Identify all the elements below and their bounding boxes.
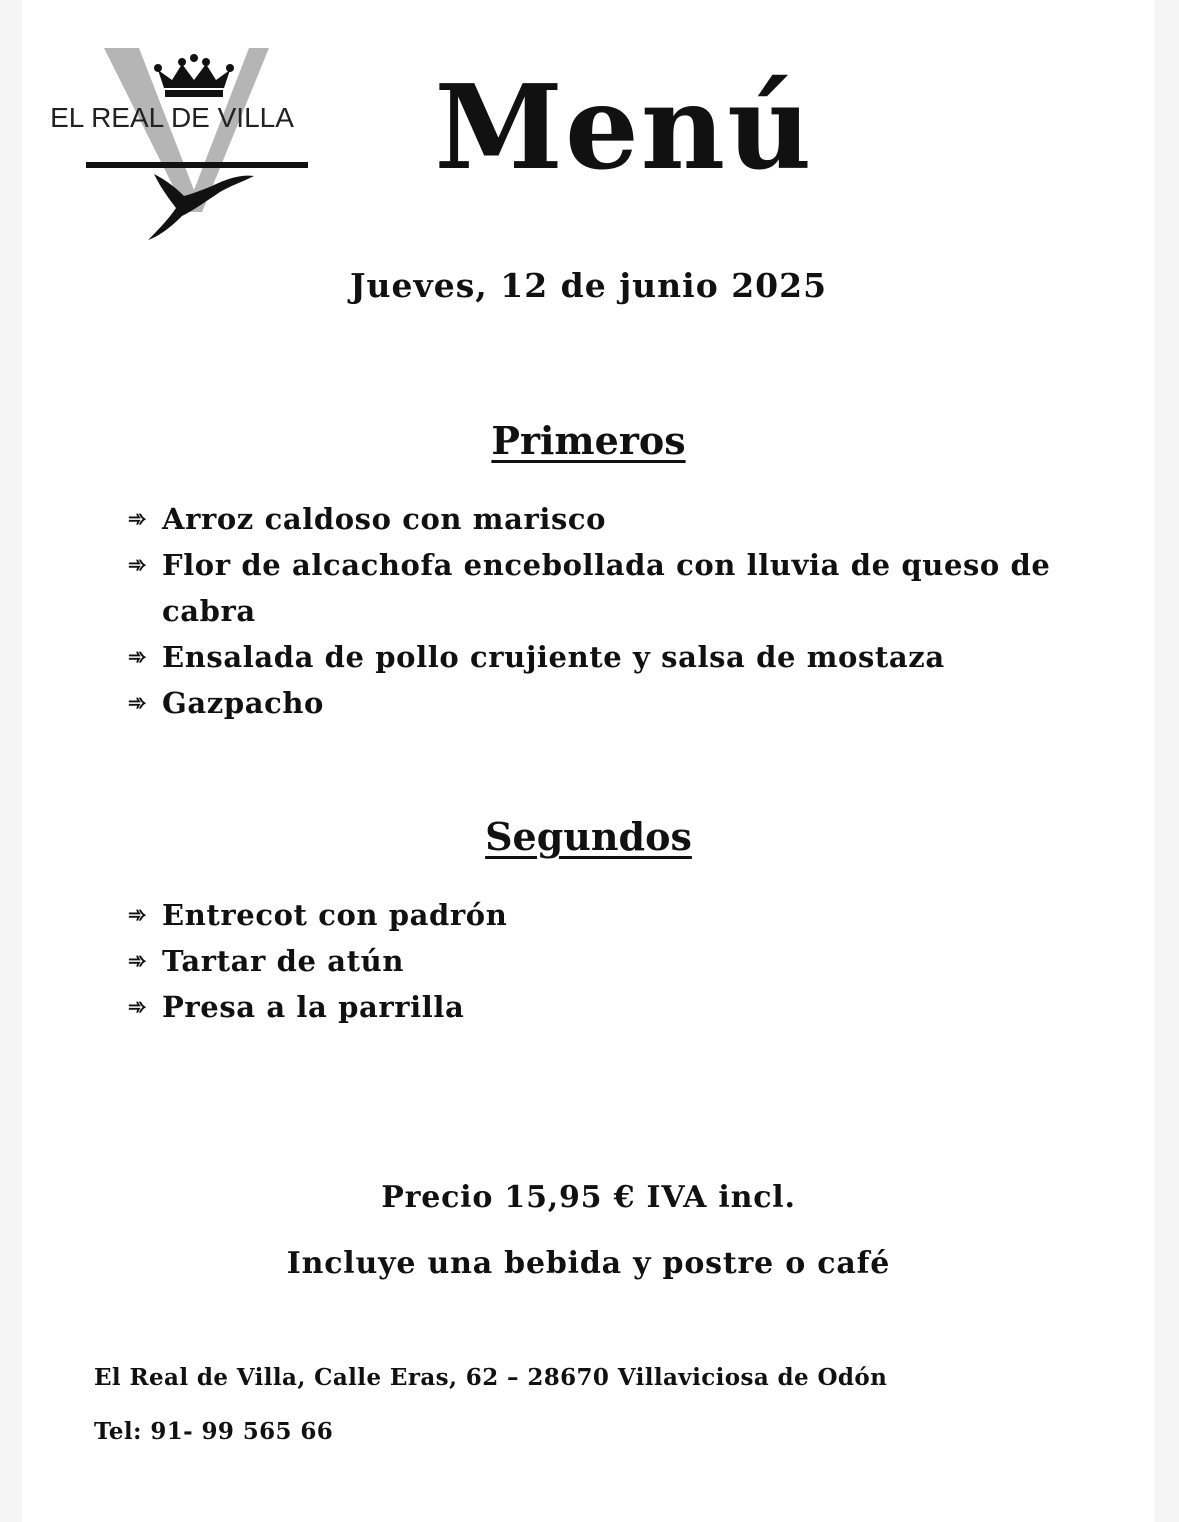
segundos-heading: Segundos (485, 814, 692, 859)
dish-name: Entrecot con padrón (162, 898, 508, 932)
dish-item (122, 938, 1082, 984)
dish-name: Gazpacho (162, 686, 324, 720)
restaurant-address: El Real de Villa, Calle Eras, 62 – 28670 Villaviciosa de Odón (94, 1364, 888, 1391)
dish-item (122, 892, 1082, 938)
arrow-bullet-icon: ➾ (128, 690, 148, 716)
logo-graphic (44, 40, 314, 250)
arrow-bullet-icon: ➾ (128, 644, 148, 670)
logo-text: EL REAL DE VILLA (50, 102, 294, 133)
arrow-bullet-icon: ➾ (128, 552, 148, 578)
dish-item (122, 634, 1082, 680)
dish-name: Tartar de atún (162, 944, 405, 978)
dish-name: Arroz caldoso con marisco (162, 502, 607, 536)
arrow-bullet-icon: ➾ (128, 506, 148, 532)
dish-item (122, 496, 1082, 542)
dish-item (122, 542, 1082, 634)
menu-title: Menú (434, 60, 814, 196)
primeros-list (122, 496, 1082, 726)
arrow-bullet-icon: ➾ (128, 902, 148, 928)
arrow-bullet-icon: ➾ (128, 948, 148, 974)
arrow-bullet-icon: ➾ (128, 994, 148, 1020)
menu-price: Precio 15,95 € IVA incl. (381, 1180, 796, 1215)
dish-item (122, 680, 1082, 726)
primeros-heading: Primeros (491, 418, 686, 463)
restaurant-logo (44, 40, 314, 250)
dish-item (122, 984, 1082, 1030)
menu-page (22, 0, 1155, 1522)
dish-name: Ensalada de pollo crujiente y salsa de mostaza (162, 640, 945, 674)
menu-date: Jueves, 12 de junio 2025 (349, 266, 828, 305)
restaurant-phone: Tel: 91- 99 565 66 (94, 1418, 334, 1445)
tray-line (86, 162, 308, 168)
dish-name: Flor de alcachofa encebollada con lluvia de queso de cabra (162, 548, 1051, 628)
crown-icon (154, 54, 234, 97)
menu-includes: Incluye una bebida y postre o café (286, 1246, 891, 1281)
dish-name: Presa a la parrilla (162, 990, 465, 1024)
segundos-list (122, 892, 1082, 1030)
